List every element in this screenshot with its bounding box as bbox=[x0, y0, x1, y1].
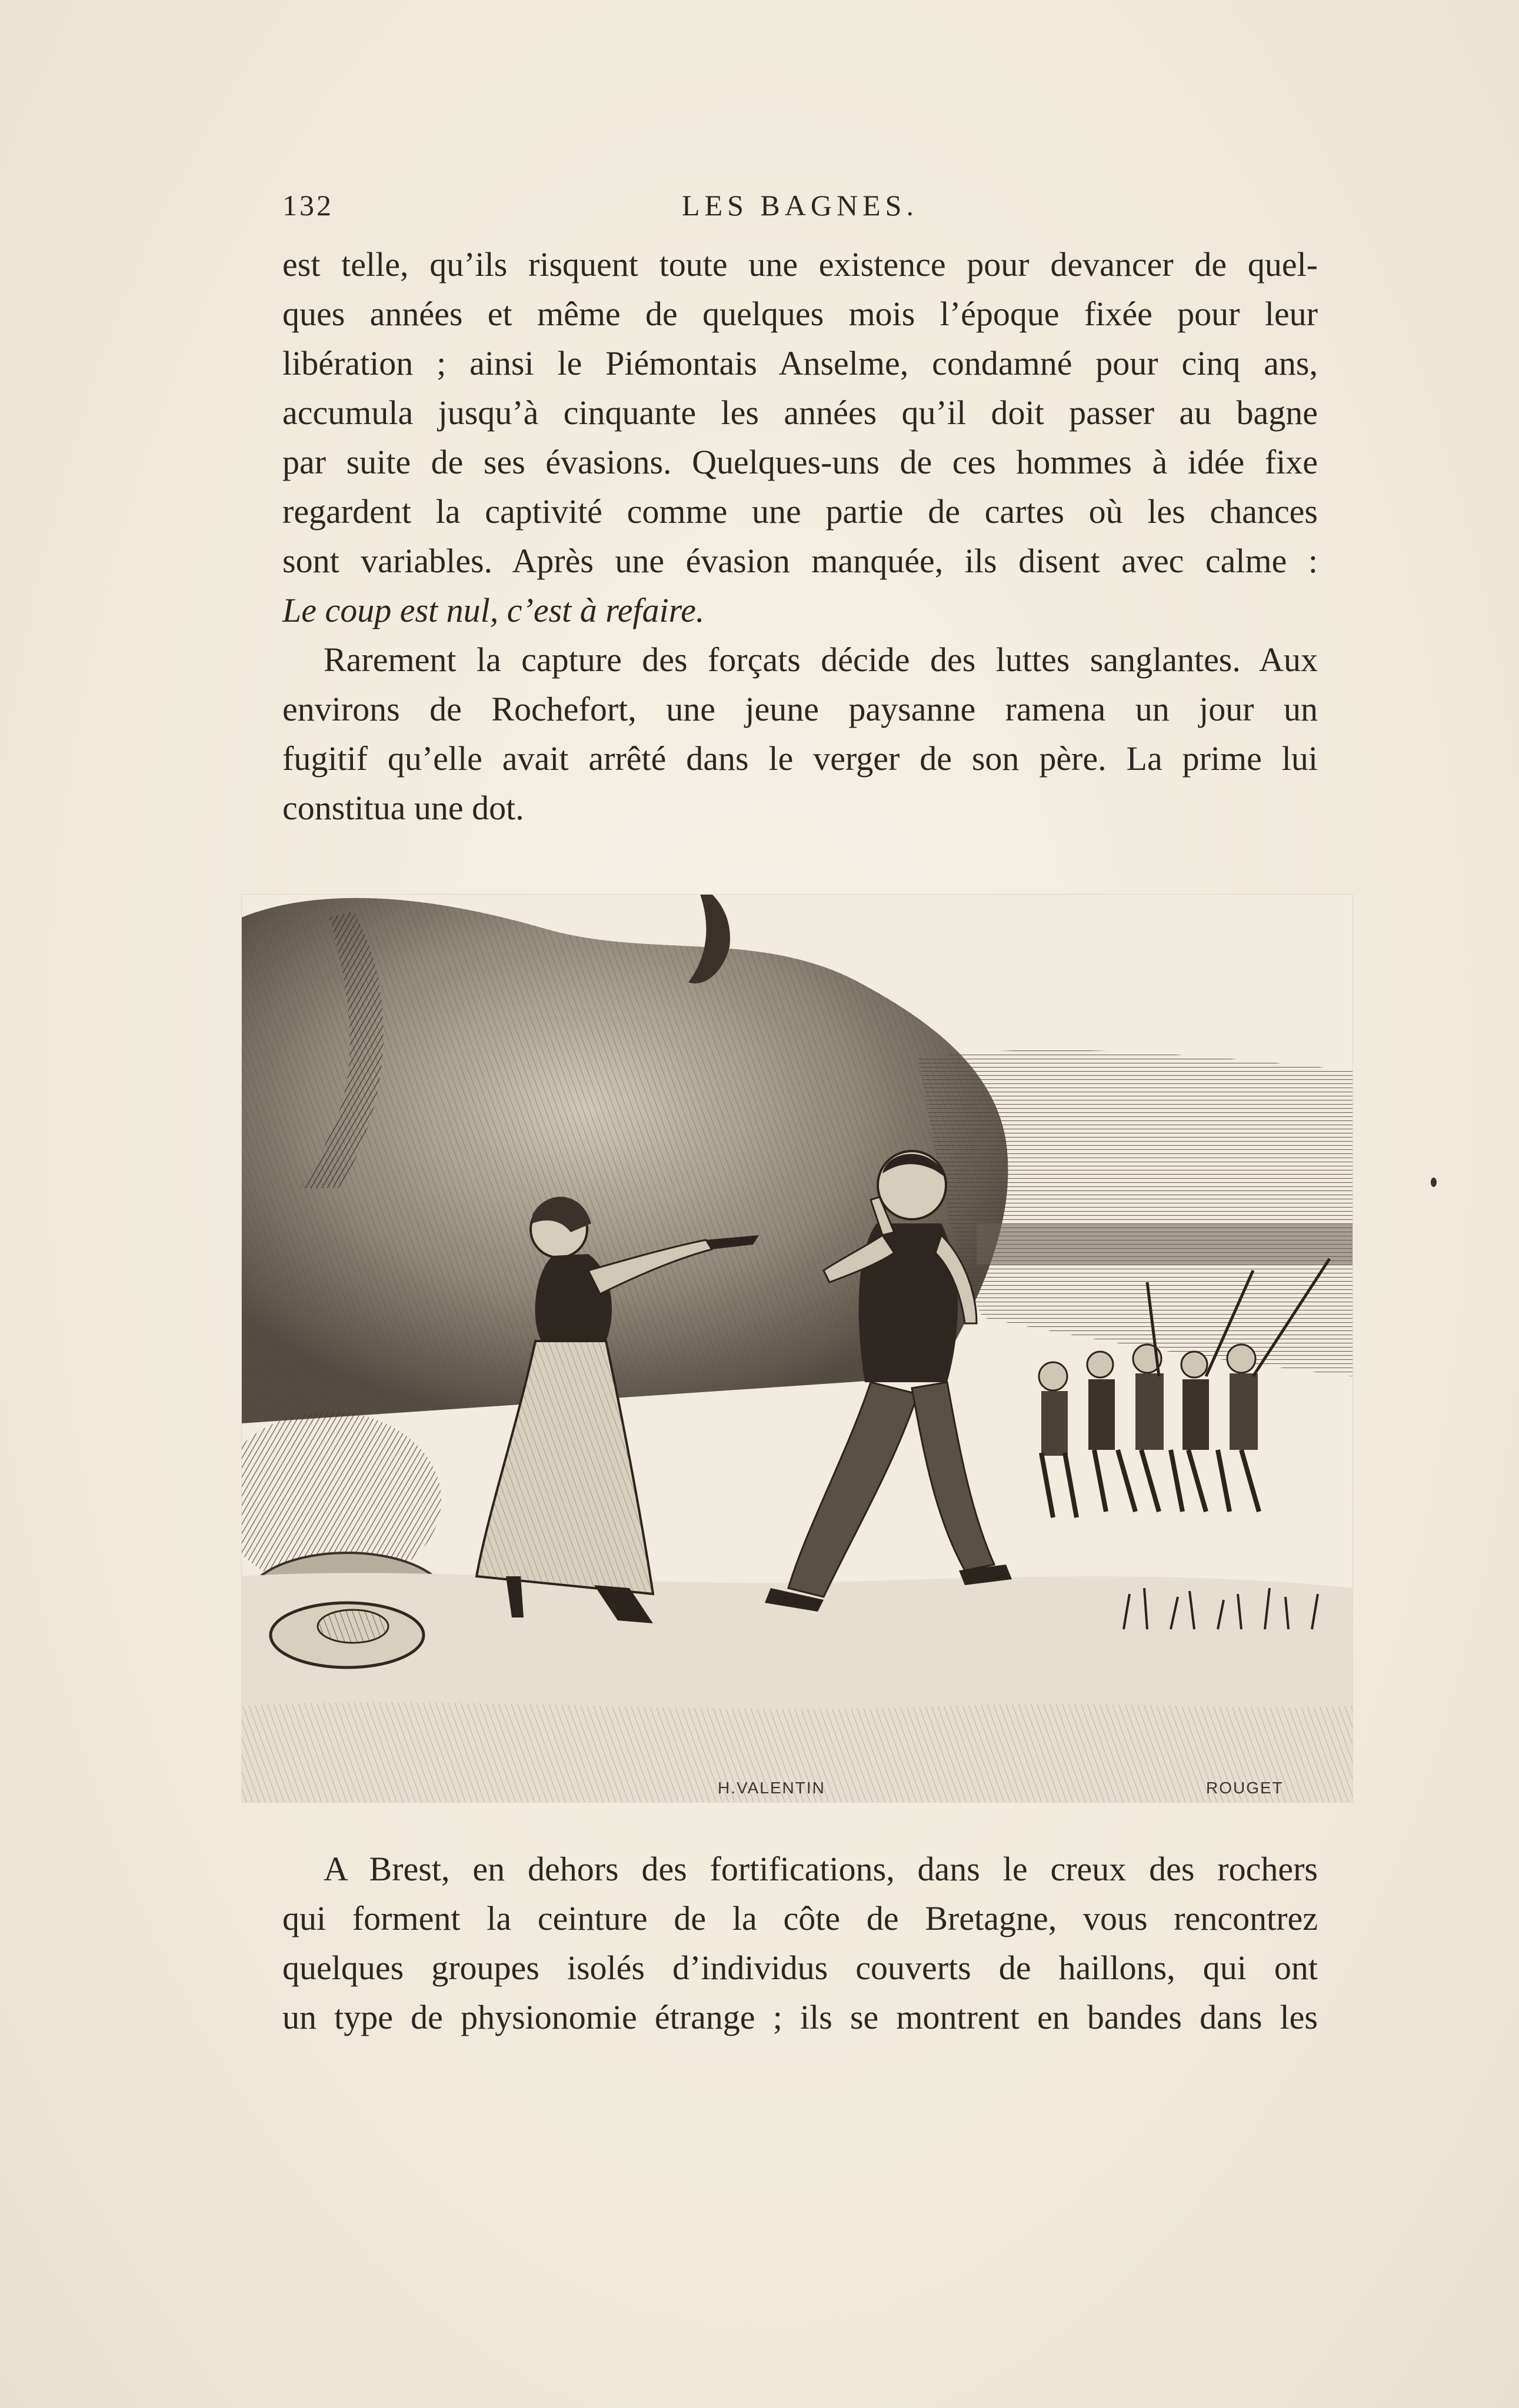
text-line: Rarement la capture des forçats décide des luttes sanglantes. Aux bbox=[324, 641, 1318, 679]
ink-spot bbox=[1431, 1178, 1437, 1187]
text-line: constitua une dot. bbox=[282, 789, 524, 827]
straw-hat-crown bbox=[318, 1610, 388, 1643]
text-line: environs de Rochefort, une jeune paysanne ramena un jour un bbox=[282, 690, 1318, 728]
italic-quote-line: Le coup est nul, c’est à refaire. bbox=[282, 591, 705, 629]
text-line: est telle, qu’ils risquent toute une existence pour devancer de quel- bbox=[282, 245, 1318, 284]
text-line: regardent la captivité comme une partie de cartes où les chances bbox=[282, 492, 1318, 531]
text-line: ques années et même de quelques mois l’époque fixée pour leur bbox=[282, 295, 1318, 333]
page-header bbox=[282, 188, 1318, 229]
text-line: un type de physionomie étrange ; ils se montrent en bandes dans les bbox=[282, 1998, 1318, 2036]
text-block-top bbox=[282, 240, 1318, 833]
text-line: sont variables. Après une évasion manquée, ils disent avec calme : bbox=[282, 542, 1318, 580]
running-head: LES BAGNES. bbox=[682, 189, 918, 222]
text-line: qui forment la ceinture de la côte de Bretagne, vous rencontrez bbox=[282, 1899, 1318, 1937]
text-line: fugitif qu’elle avait arrêté dans le verger de son père. La prime lui bbox=[282, 739, 1318, 778]
text-line: quelques groupes isolés d’individus couverts de haillons, qui ont bbox=[282, 1949, 1318, 1987]
text-line: A Brest, en dehors des fortifications, dans le creux des rochers bbox=[324, 1850, 1318, 1888]
text-line: accumula jusqu’à cinquante les années qu’il doit passer au bagne bbox=[282, 393, 1318, 432]
page-number: 132 bbox=[282, 189, 334, 222]
text-block-bottom bbox=[282, 1845, 1318, 2042]
text-line: libération ; ainsi le Piémontais Anselme, condamné pour cinq ans, bbox=[282, 344, 1318, 382]
artist-signature: H.VALENTIN bbox=[718, 1779, 825, 1797]
engraving-illustration bbox=[241, 894, 1353, 1803]
engraver-signature: ROUGET bbox=[1206, 1779, 1284, 1797]
text-line: par suite de ses évasions. Quelques-uns de ces hommes à idée fixe bbox=[282, 443, 1318, 481]
distant-horizon bbox=[977, 1223, 1353, 1265]
